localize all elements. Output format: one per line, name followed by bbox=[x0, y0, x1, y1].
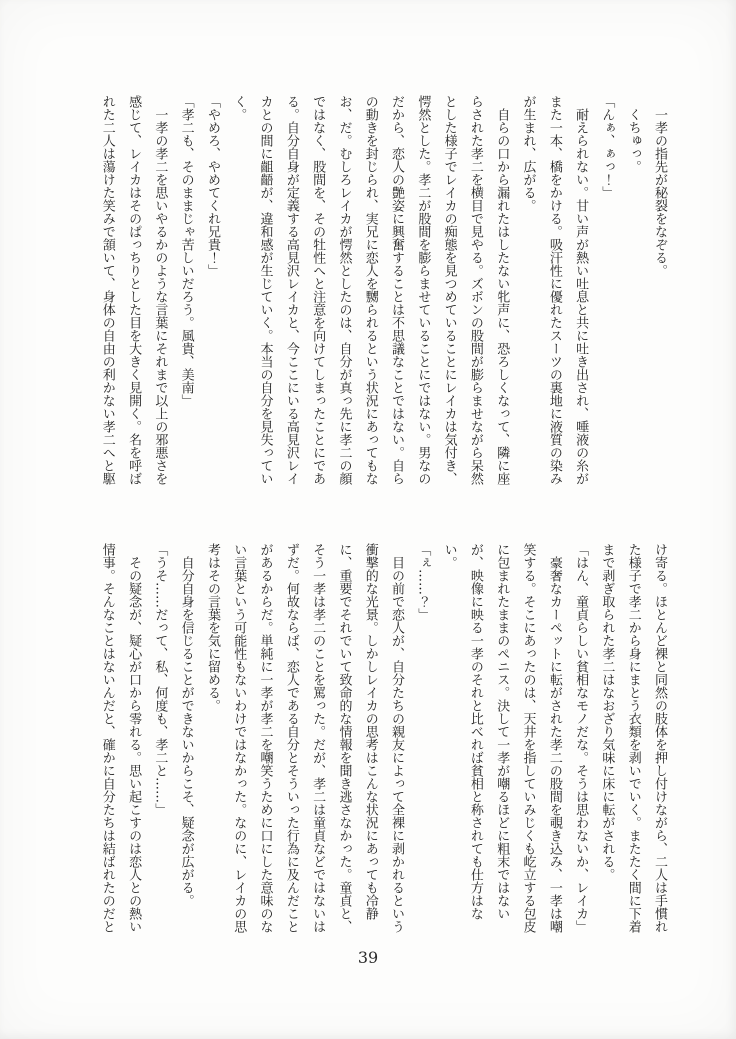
paragraph: くちゅっ。 bbox=[625, 95, 641, 173]
text-block-top bbox=[93, 95, 672, 485]
paragraph: け寄る。ほとんど裸と同然の肢体を押し付けながら、二人は手慣れた様子で孝二から身にまとう衣類を剥いでいく。またたく間に下着まで剥ぎ取られた孝二はなおざり気味に床に転がされる。 bbox=[599, 543, 667, 933]
paragraph-dialogue: 「孝二も、そのままじゃ苦しいだろう。風貴、美南」 bbox=[178, 95, 194, 407]
paragraph-dialogue: 「うそ……だって、私、何度も、孝二と……」 bbox=[152, 543, 168, 816]
paragraph: 一孝の孝二を思いやるかのような言葉にそれまで以上の邪悪さを感じて、レイカはそのぱっちりとした目を大きく見開く。名を呼ばれた二人は蕩けた笑みで頷いて、身体の自由の利かない孝二へと駆 bbox=[99, 95, 168, 485]
paragraph: 自分自身を信じることができないからこそ、疑念が広がる。 bbox=[178, 543, 194, 907]
page-number: 39 bbox=[357, 948, 379, 967]
paragraph-dialogue: 「やめろ、やめてくれ兄貴！」 bbox=[204, 95, 220, 277]
paragraph-dialogue: 「ぇ……？」 bbox=[415, 543, 431, 621]
text-block-bottom bbox=[93, 543, 672, 933]
paragraph: 一孝の指先が秘裂をなぞる。 bbox=[652, 95, 667, 277]
paragraph: その疑念が、疑心が口から零れる。思い起こすのは恋人との熱い情事。そんなことはないんだと、確かに自分たちは結ばれたのだと bbox=[99, 543, 142, 933]
paragraph-dialogue: 「はん、童貞らしい貧相なモノだな。そうは思わないか、レイカ」 bbox=[573, 543, 589, 933]
paragraph: 豪奢なカーペットに転がされた孝二の股間を覗き込み、一孝は嘲笑する。そこにあったのは、天井を指していみじくも屹立する包皮に包まれたままのペニス。決して一孝が嘲るほどに粗末ではないが、映像に映る一孝のそれと比べれば貧相と称されても仕方はない。 bbox=[441, 543, 562, 933]
paragraph: 自らの口から漏れたはしたない牝声に、恐ろしくなって、隣に座らされた孝二を横目で見やる。ズボンの股間が膨らませながら呆然とした様子でレイカの痴態を見つめていることにレイカは気付き、愕然とした。孝二が股間を膨らませていることにではない。男なのだから、恋人の艶姿に興奮することは不思議なことではない。自らの動きを封じられ、実兄に恋人を嬲られるという状況にあってもなお、だ。むしろレイカが愕然としたのは、自分が真っ先に孝二の顔ではなく、股間を、その牡性へと注意を向けてしまったことにである。自分自身が定義する高見沢レイカと、今ここにいる高見沢レイカとの間に齟齬が、違和感が生じていく。本当の自分を見失っていく。 bbox=[231, 95, 510, 485]
paragraph-dialogue: 「んぁ、ぁっ！」 bbox=[599, 95, 615, 199]
paragraph: 目の前で恋人が、自分たちの親友によって全裸に剥かれるという衝撃的な光景。しかしレイカの思考はこんな状況にあっても冷静に、重要でそれでいて致命的な情報を聞き逃さなかった。童貞と、そう一孝は孝二のことを罵った。だが、孝二は童貞などではないはずだ。何故ならば、恋人である自分とそういった行為に及んだことがあるからだ。単純に一孝が孝二を嘲笑うために口にした意味のない言葉という可能性もないわけではなかった。なのに、レイカの思考はその言葉を気に留める。 bbox=[204, 543, 405, 933]
paragraph: 耐えられない。甘い声が熱い吐息と共に吐き出され、唾液の糸がまた一本、橋をかける。吸汗性に優れたスーツの裏地に液質の染みが生まれ、広がる。 bbox=[520, 95, 589, 485]
